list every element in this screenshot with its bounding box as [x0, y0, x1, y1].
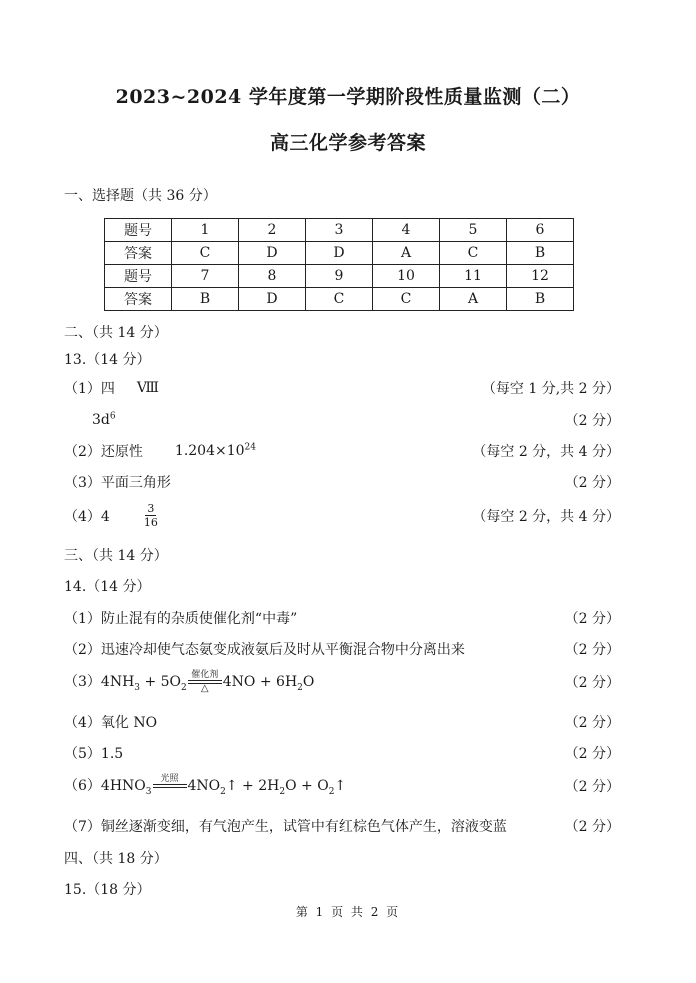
answer-table-cell: C	[306, 288, 373, 311]
eq-part: O + O	[285, 778, 329, 794]
q13-a1b-base: 3d	[92, 412, 110, 428]
reaction-condition	[188, 670, 222, 694]
q14-a2-score: （2 分）	[564, 642, 620, 658]
answer-table-cell: B	[172, 288, 239, 311]
answer-table-row	[105, 242, 574, 265]
q14-answer-7	[64, 816, 620, 836]
section1-heading: 一、选择题（共 36 分）	[64, 188, 217, 204]
q13-a1-value: Ⅷ	[136, 380, 159, 396]
answer-table-cell: D	[239, 288, 306, 311]
eq-subscript: 2	[297, 682, 303, 693]
q14-answer-5	[64, 743, 620, 763]
eq-subscript: 3	[134, 682, 141, 693]
q13-a4-prefix: （4）4	[64, 508, 110, 525]
document-subtitle: 高三化学参考答案	[269, 132, 426, 154]
eq-part: ↑	[334, 778, 347, 794]
answer-table-cell: C	[440, 242, 507, 265]
answer-table-row-header: 答案	[105, 242, 172, 265]
answer-table-cell: 11	[440, 265, 507, 288]
q13-answer-1b	[92, 410, 620, 430]
eq-subscript: 2	[181, 682, 187, 693]
page-footer: 第 1 页 共 2 页	[295, 905, 401, 919]
answer-table-row-header: 答案	[105, 288, 172, 311]
answer-table-cell: 12	[507, 265, 574, 288]
fraction-denominator: 16	[143, 516, 158, 529]
section3-heading: 三、（共 14 分）	[64, 548, 168, 564]
eq-part: 4NO + 6H	[222, 674, 298, 690]
answer-table-cell: 9	[306, 265, 373, 288]
q15-label: 15.（18 分）	[64, 882, 151, 898]
answer-table-row	[105, 265, 574, 288]
answer-table-row	[105, 219, 574, 242]
answer-table-cell: B	[507, 288, 574, 311]
answer-table-cell: C	[172, 242, 239, 265]
answer-table-cell: A	[373, 242, 440, 265]
answer-table-cell: 4	[373, 219, 440, 242]
condition-below	[168, 788, 171, 798]
answer-table-cell: D	[306, 242, 373, 265]
fraction-numerator: 3	[147, 502, 155, 515]
condition-below: △	[200, 683, 209, 694]
q13-a1-score: （每空 1 分,共 2 分）	[481, 381, 620, 397]
q14-a3-score: （2 分）	[564, 675, 620, 691]
answer-table-cell: B	[507, 242, 574, 265]
answer-table-cell: 7	[172, 265, 239, 288]
q13-label: 13.（14 分）	[64, 352, 151, 368]
answer-table-cell: A	[440, 288, 507, 311]
eq-part: O	[302, 674, 315, 690]
q14-a5-text: （5）1.5	[64, 746, 124, 762]
answer-table-cell: 10	[373, 265, 440, 288]
section4-heading: 四、（共 18 分）	[64, 851, 168, 867]
answer-table-cell: 8	[239, 265, 306, 288]
answer-table-cell: C	[373, 288, 440, 311]
q14-a3-equation	[64, 670, 314, 694]
q14-a4-text: （4）氧化 NO	[64, 715, 158, 731]
answer-table-cell: 6	[507, 219, 574, 242]
q13-a1b-sup: 6	[109, 411, 116, 422]
eq-part: 4NO	[187, 778, 221, 794]
eq-subscript: 2	[220, 786, 226, 797]
q14-a7-score: （2 分）	[564, 819, 620, 835]
eq-subscript: 2	[328, 786, 335, 797]
eq-subscript: 2	[279, 786, 286, 797]
eq-part: （3）4NH	[64, 674, 135, 690]
answer-table-cell: 5	[440, 219, 507, 242]
q14-a7-text: （7）铜丝逐渐变细，有气泡产生，试管中有红棕色气体产生，溶液变蓝	[64, 819, 507, 835]
answer-table-row-header: 题号	[105, 265, 172, 288]
condition-above: 光照	[160, 774, 179, 784]
q13-answer-4	[64, 502, 620, 529]
answer-table-cell: D	[239, 242, 306, 265]
reaction-condition	[153, 774, 187, 798]
answer-table-cell: 2	[239, 219, 306, 242]
q13-a1b-score: （2 分）	[564, 413, 620, 429]
q14-answer-6	[64, 774, 620, 798]
answer-table-cell: 1	[172, 219, 239, 242]
q14-answer-3	[64, 670, 620, 694]
q14-answer-2	[64, 639, 620, 659]
q14-a4-score: （2 分）	[564, 715, 620, 731]
q13-a2-score: （每空 2 分，共 4 分）	[472, 444, 620, 460]
eq-part: + 5O	[140, 674, 182, 690]
section2-heading: 二、（共 14 分）	[64, 325, 168, 341]
q14-answer-4	[64, 712, 620, 732]
eq-subscript: 3	[145, 786, 152, 797]
q14-answer-1	[64, 608, 620, 628]
answer-table-row-header: 题号	[105, 219, 172, 242]
q13-a2-value: 1.204×10	[174, 443, 245, 459]
q13-a4-fraction	[142, 502, 160, 529]
q14-label: 14.（14 分）	[64, 579, 151, 595]
q14-a1-score: （2 分）	[564, 611, 620, 627]
q14-a1-text: （1）防止混有的杂质使催化剂“中毒”	[64, 611, 298, 627]
answer-table-cell: 3	[306, 219, 373, 242]
eq-part: （6）4HNO	[64, 778, 146, 794]
q13-answer-1	[64, 378, 620, 398]
q13-a3-score: （2 分）	[564, 475, 620, 491]
q13-a3-text: （3）平面三角形	[64, 475, 171, 491]
q13-answer-2	[64, 441, 620, 461]
q13-a1-prefix: （1）四	[64, 381, 115, 397]
eq-part: ↑ + 2H	[225, 778, 280, 794]
condition-above: 催化剂	[191, 670, 219, 680]
q13-answer-3	[64, 472, 620, 492]
document-title: 2023~2024 学年度第一学期阶段性质量监测（二）	[115, 86, 581, 108]
answer-table	[104, 218, 574, 311]
q13-a4-score: （每空 2 分，共 4 分）	[472, 508, 620, 525]
answer-table-row	[105, 288, 574, 311]
q14-a5-score: （2 分）	[564, 746, 620, 762]
q14-a6-equation	[64, 774, 346, 798]
q14-a6-score: （2 分）	[564, 779, 620, 795]
q13-a2-prefix: （2）还原性	[64, 444, 143, 460]
q14-a2-text: （2）迅速冷却使气态氨变成液氨后及时从平衡混合物中分离出来	[64, 642, 465, 658]
q13-a2-sup: 24	[244, 442, 256, 453]
